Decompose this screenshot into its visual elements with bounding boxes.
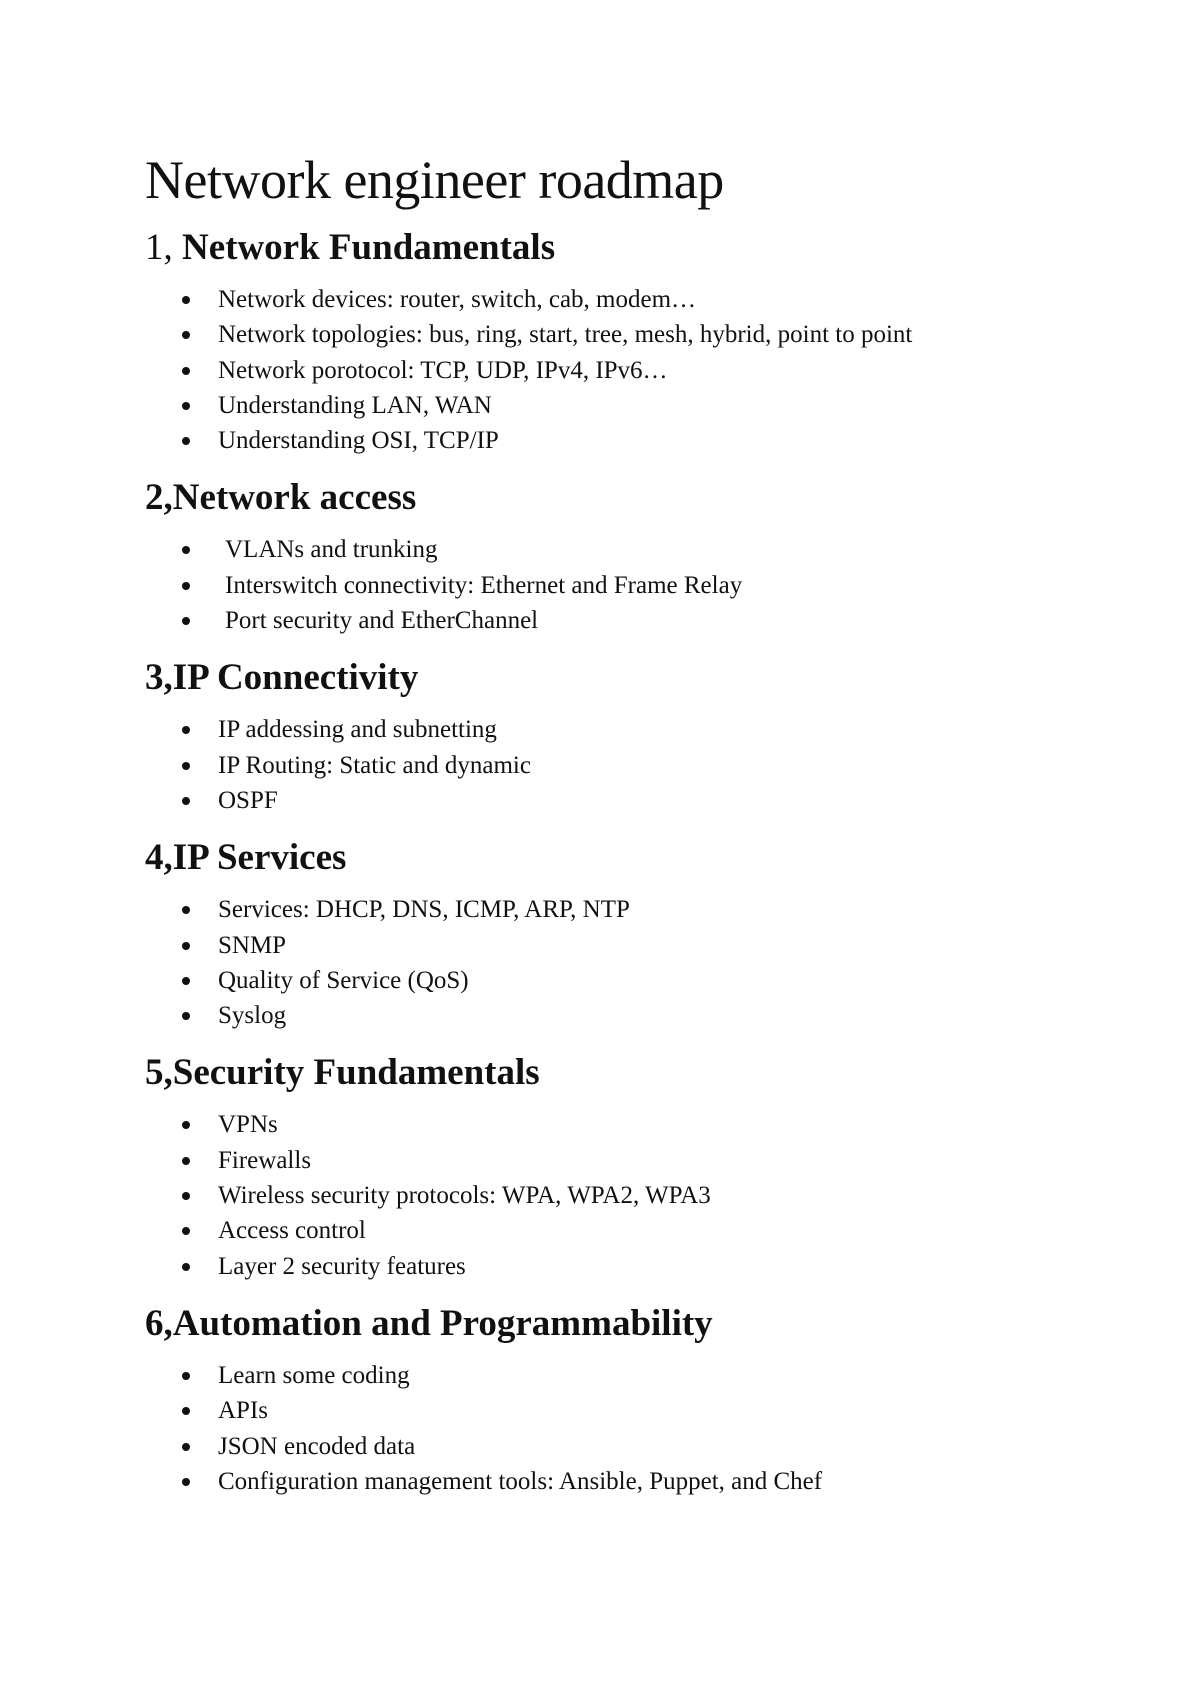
bullet-icon (182, 546, 190, 554)
bullet-list (145, 282, 1125, 458)
list-item (145, 568, 1125, 603)
section-heading (145, 226, 1125, 270)
section-title: Network access (172, 477, 417, 519)
bullet-icon (182, 797, 190, 805)
list-item-text: Configuration management tools: Ansible, Puppet, and Chef (218, 1467, 823, 1495)
list-item-text: Port security and EtherChannel (225, 607, 539, 635)
list-item-text: Network topologies: bus, ring, start, tree, mesh, hybrid, point to point (218, 321, 913, 349)
bullet-icon (182, 617, 190, 625)
document-content (145, 148, 1125, 1517)
bullet-icon (182, 331, 190, 339)
section-heading (145, 1051, 1125, 1095)
section-ip-services (145, 836, 1125, 1033)
list-item (145, 1249, 1125, 1284)
bullet-icon (182, 1372, 190, 1380)
list-item-text: Services: DHCP, DNS, ICMP, ARP, NTP (218, 896, 630, 924)
bullet-icon (182, 906, 190, 914)
bullet-icon (182, 1121, 190, 1129)
section-network-fundamentals (145, 226, 1125, 458)
bullet-icon (182, 437, 190, 445)
section-ip-connectivity (145, 656, 1125, 818)
section-automation-programmability (145, 1302, 1125, 1499)
list-item-text: Interswitch connectivity: Ethernet and Frame Relay (225, 571, 743, 599)
section-title: IP Services (172, 837, 347, 879)
section-title: Security Fundamentals (172, 1052, 540, 1094)
bullet-icon (182, 296, 190, 304)
list-item (145, 1178, 1125, 1213)
section-title: Automation and Programmability (172, 1302, 713, 1344)
list-item-text: IP addessing and subnetting (218, 716, 497, 744)
section-heading (145, 836, 1125, 880)
list-item (145, 282, 1125, 317)
list-item (145, 1358, 1125, 1393)
list-item-text: Syslog (218, 1002, 287, 1030)
bullet-icon (182, 402, 190, 410)
list-item (145, 892, 1125, 927)
list-item (145, 353, 1125, 388)
section-number: 4, (145, 837, 173, 879)
list-item (145, 748, 1125, 783)
bullet-icon (182, 1407, 190, 1415)
bullet-list (145, 1107, 1125, 1283)
list-item (145, 783, 1125, 818)
list-item-text: VLANs and trunking (225, 536, 438, 564)
list-item (145, 1464, 1125, 1499)
bullet-icon (182, 1263, 190, 1271)
list-item (145, 1107, 1125, 1142)
list-item (145, 1393, 1125, 1428)
list-item-text: VPNs (218, 1111, 278, 1139)
section-title: IP Connectivity (172, 657, 419, 699)
list-item (145, 1143, 1125, 1178)
bullet-icon (182, 1012, 190, 1020)
list-item-text: Layer 2 security features (218, 1252, 466, 1280)
list-item (145, 532, 1125, 567)
bullet-list (145, 892, 1125, 1033)
bullet-icon (182, 977, 190, 985)
list-item (145, 388, 1125, 423)
list-item-text: Firewalls (218, 1146, 312, 1174)
list-item (145, 1429, 1125, 1464)
list-item-text: Learn some coding (218, 1361, 410, 1389)
bullet-icon (182, 942, 190, 950)
section-heading (145, 1302, 1125, 1346)
list-item-text: Wireless security protocols: WPA, WPA2, WPA3 (218, 1182, 711, 1210)
list-item (145, 928, 1125, 963)
section-heading (145, 656, 1125, 700)
section-number: 3, (145, 657, 173, 699)
list-item-text: IP Routing: Static and dynamic (218, 751, 531, 779)
list-item-text: OSPF (218, 786, 278, 814)
section-heading (145, 476, 1125, 520)
list-item-text: SNMP (218, 931, 287, 959)
bullet-icon (182, 762, 190, 770)
bullet-icon (182, 1443, 190, 1451)
section-security-fundamentals (145, 1051, 1125, 1283)
bullet-list (145, 1358, 1125, 1499)
bullet-icon (182, 1192, 190, 1200)
list-item (145, 603, 1125, 638)
list-item (145, 998, 1125, 1033)
list-item (145, 1213, 1125, 1248)
list-item-text: APIs (218, 1397, 269, 1425)
list-item-text: JSON encoded data (218, 1432, 416, 1460)
section-number: 1, (145, 227, 173, 268)
section-number: 2, (145, 477, 173, 519)
bullet-list (145, 532, 1125, 638)
list-item (145, 963, 1125, 998)
list-item (145, 423, 1125, 458)
list-item-text: Quality of Service (QoS) (218, 966, 469, 994)
bullet-icon (182, 582, 190, 590)
section-title: Network Fundamentals (182, 227, 556, 268)
bullet-icon (182, 1157, 190, 1165)
list-item-text: Access control (218, 1217, 366, 1245)
section-number: 6, (145, 1302, 173, 1344)
bullet-icon (182, 726, 190, 734)
bullet-icon (182, 1478, 190, 1486)
list-item-text: Understanding OSI, TCP/IP (218, 427, 499, 455)
bullet-icon (182, 367, 190, 375)
bullet-icon (182, 1227, 190, 1235)
document-title: Network engineer roadmap (145, 150, 724, 210)
list-item-text: Network porotocol: TCP, UDP, IPv4, IPv6… (218, 356, 668, 384)
bullet-list (145, 712, 1125, 818)
section-number: 5, (145, 1052, 173, 1094)
list-item-text: Network devices: router, switch, cab, modem… (218, 286, 697, 313)
list-item-text: Understanding LAN, WAN (218, 391, 492, 419)
list-item (145, 317, 1125, 352)
section-network-access (145, 476, 1125, 638)
list-item (145, 712, 1125, 747)
